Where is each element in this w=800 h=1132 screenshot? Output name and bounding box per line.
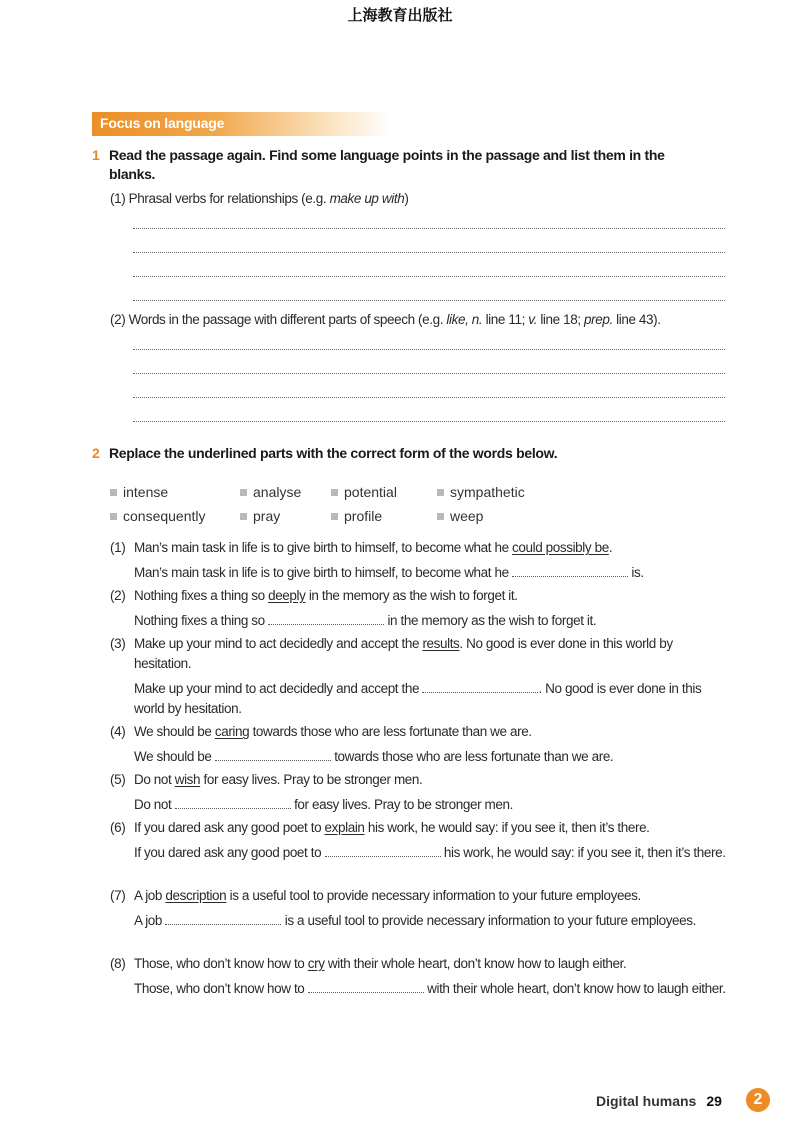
original-sentence: Man’s main task in life is to give birth to himself, to become what he could possibly be. [134, 540, 613, 555]
underlined-part: deeply [268, 588, 306, 603]
rewrite-sentence: Nothing fixes a thing so in the memory as the wish to forget it. [110, 610, 730, 631]
word-bank-item: analyse [240, 480, 301, 504]
question-2-number: 2 [92, 445, 100, 461]
word-bank-item: weep [437, 504, 483, 528]
page-footer [596, 1093, 722, 1109]
page-number: 29 [706, 1093, 722, 1109]
rewrite-sentence: Do not for easy lives. Pray to be stronger men. [110, 794, 730, 815]
answer-line[interactable] [133, 421, 725, 422]
answer-line[interactable] [133, 300, 725, 301]
underlined-part: description [165, 888, 227, 903]
square-bullet-icon [110, 489, 117, 496]
rewrite-sentence: Man’s main task in life is to give birth to himself, to become what he is. [110, 562, 730, 583]
original-sentence: We should be caring towards those who are less fortunate than we are. [134, 724, 532, 739]
word-bank-item: pray [240, 504, 280, 528]
exercise-item-1: (1) Man’s main task in life is to give birth to himself, to become what he could possibly be. Man’s main task in life is to give birth to himself, to become what he is. [110, 538, 730, 583]
question-2-instruction: Replace the underlined parts with the correct form of the words below. [109, 445, 558, 461]
square-bullet-icon [240, 489, 247, 496]
exercise-item-7: (7) A job description is a useful tool to provide necessary information to your future employees. A job is a useful tool to provide necessary information to your future employees. [110, 886, 730, 931]
exercise-item-5: (5) Do not wish for easy lives. Pray to be stronger men. Do not for easy lives. Pray to be stronger men. [110, 770, 730, 815]
footer-title: Digital humans [596, 1093, 697, 1109]
exercise-item-6: (6) If you dared ask any good poet to explain his work, he would say: if you see it, then it’s there. If you dared ask any good poet to his work, he would say: if you see it, then it’s there. [110, 818, 730, 863]
word-bank-item: sympathetic [437, 480, 525, 504]
square-bullet-icon [437, 513, 444, 520]
underlined-part: could possibly be [512, 540, 609, 555]
exercise-item-4: (4) We should be caring towards those who are less fortunate than we are. We should be towards those who are less fortunate than we are. [110, 722, 730, 767]
rewrite-sentence: A job is a useful tool to provide necessary information to your future employees. [110, 910, 730, 931]
underlined-part: wish [174, 772, 201, 787]
question-1-heading [92, 146, 692, 184]
original-sentence: If you dared ask any good poet to explain his work, he would say: if you see it, then it’s there. [134, 820, 650, 835]
original-sentence: A job description is a useful tool to provide necessary information to your future employees. [134, 888, 641, 903]
answer-blank[interactable] [175, 794, 291, 809]
rewrite-sentence: Those, who don’t know how to with their whole heart, don’t know how to laugh either. [110, 978, 730, 999]
answer-line[interactable] [133, 252, 725, 253]
exercise-item-3: (3) Make up your mind to act decidedly and accept the results. No good is ever done in this world by hesitation. Make up your mind to act decidedly and accept the . No good is ever done in this world by hesitation. [110, 634, 730, 719]
publisher-header: 上海教育出版社 [347, 6, 453, 24]
question-1-number: 1 [92, 147, 100, 163]
answer-blank[interactable] [512, 562, 628, 577]
rewrite-sentence: Make up your mind to act decidedly and accept the . No good is ever done in this world by hesitation. [110, 678, 730, 719]
word-bank-item: consequently [110, 504, 206, 528]
answer-line[interactable] [133, 349, 725, 350]
square-bullet-icon [110, 513, 117, 520]
rewrite-sentence: If you dared ask any good poet to his work, he would say: if you see it, then it’s there. [110, 842, 730, 863]
underlined-part: cry [307, 956, 325, 971]
word-bank-item: potential [331, 480, 397, 504]
answer-blank[interactable] [268, 610, 384, 625]
answer-blank[interactable] [422, 678, 538, 693]
square-bullet-icon [331, 489, 338, 496]
answer-line[interactable] [133, 276, 725, 277]
answer-blank[interactable] [165, 910, 281, 925]
answer-blank[interactable] [215, 746, 331, 761]
answer-line[interactable] [133, 228, 725, 229]
question-1-instruction: Read the passage again. Find some language points in the passage and list them in the blanks. [109, 147, 665, 182]
underlined-part: caring [214, 724, 250, 739]
question-2-heading [92, 444, 732, 463]
section-title: Focus on language [100, 115, 225, 131]
square-bullet-icon [240, 513, 247, 520]
square-bullet-icon [331, 513, 338, 520]
original-sentence: Those, who don’t know how to cry with their whole heart, don’t know how to laugh either. [134, 956, 627, 971]
word-bank-item: intense [110, 480, 168, 504]
question-1-sub-1: (1) Phrasal verbs for relationships (e.g. make up with) [110, 191, 409, 206]
answer-line[interactable] [133, 397, 725, 398]
question-1-sub-2: (2) Words in the passage with different parts of speech (e.g. like, n. line 11; v. line 18; prep. line 43). [110, 312, 661, 327]
answer-blank[interactable] [308, 978, 424, 993]
section-banner [92, 112, 392, 136]
square-bullet-icon [437, 489, 444, 496]
underlined-part: results [422, 636, 460, 651]
answer-blank[interactable] [325, 842, 441, 857]
exercise-item-2: (2) Nothing fixes a thing so deeply in the memory as the wish to forget it. Nothing fixes a thing so in the memory as the wish to forget it. [110, 586, 730, 631]
answer-line[interactable] [133, 373, 725, 374]
underlined-part: explain [324, 820, 365, 835]
unit-badge: 2 [746, 1088, 770, 1112]
exercise-item-8: (8) Those, who don’t know how to cry with their whole heart, don’t know how to laugh either. Those, who don’t know how to with their whole heart, don’t know how to laugh either. [110, 954, 730, 999]
word-bank-item: profile [331, 504, 382, 528]
original-sentence: Make up your mind to act decidedly and accept the results. No good is ever done in this world by hesitation. [134, 636, 673, 671]
original-sentence: Do not wish for easy lives. Pray to be stronger men. [134, 772, 423, 787]
rewrite-sentence: We should be towards those who are less fortunate than we are. [110, 746, 730, 767]
original-sentence: Nothing fixes a thing so deeply in the memory as the wish to forget it. [134, 588, 518, 603]
